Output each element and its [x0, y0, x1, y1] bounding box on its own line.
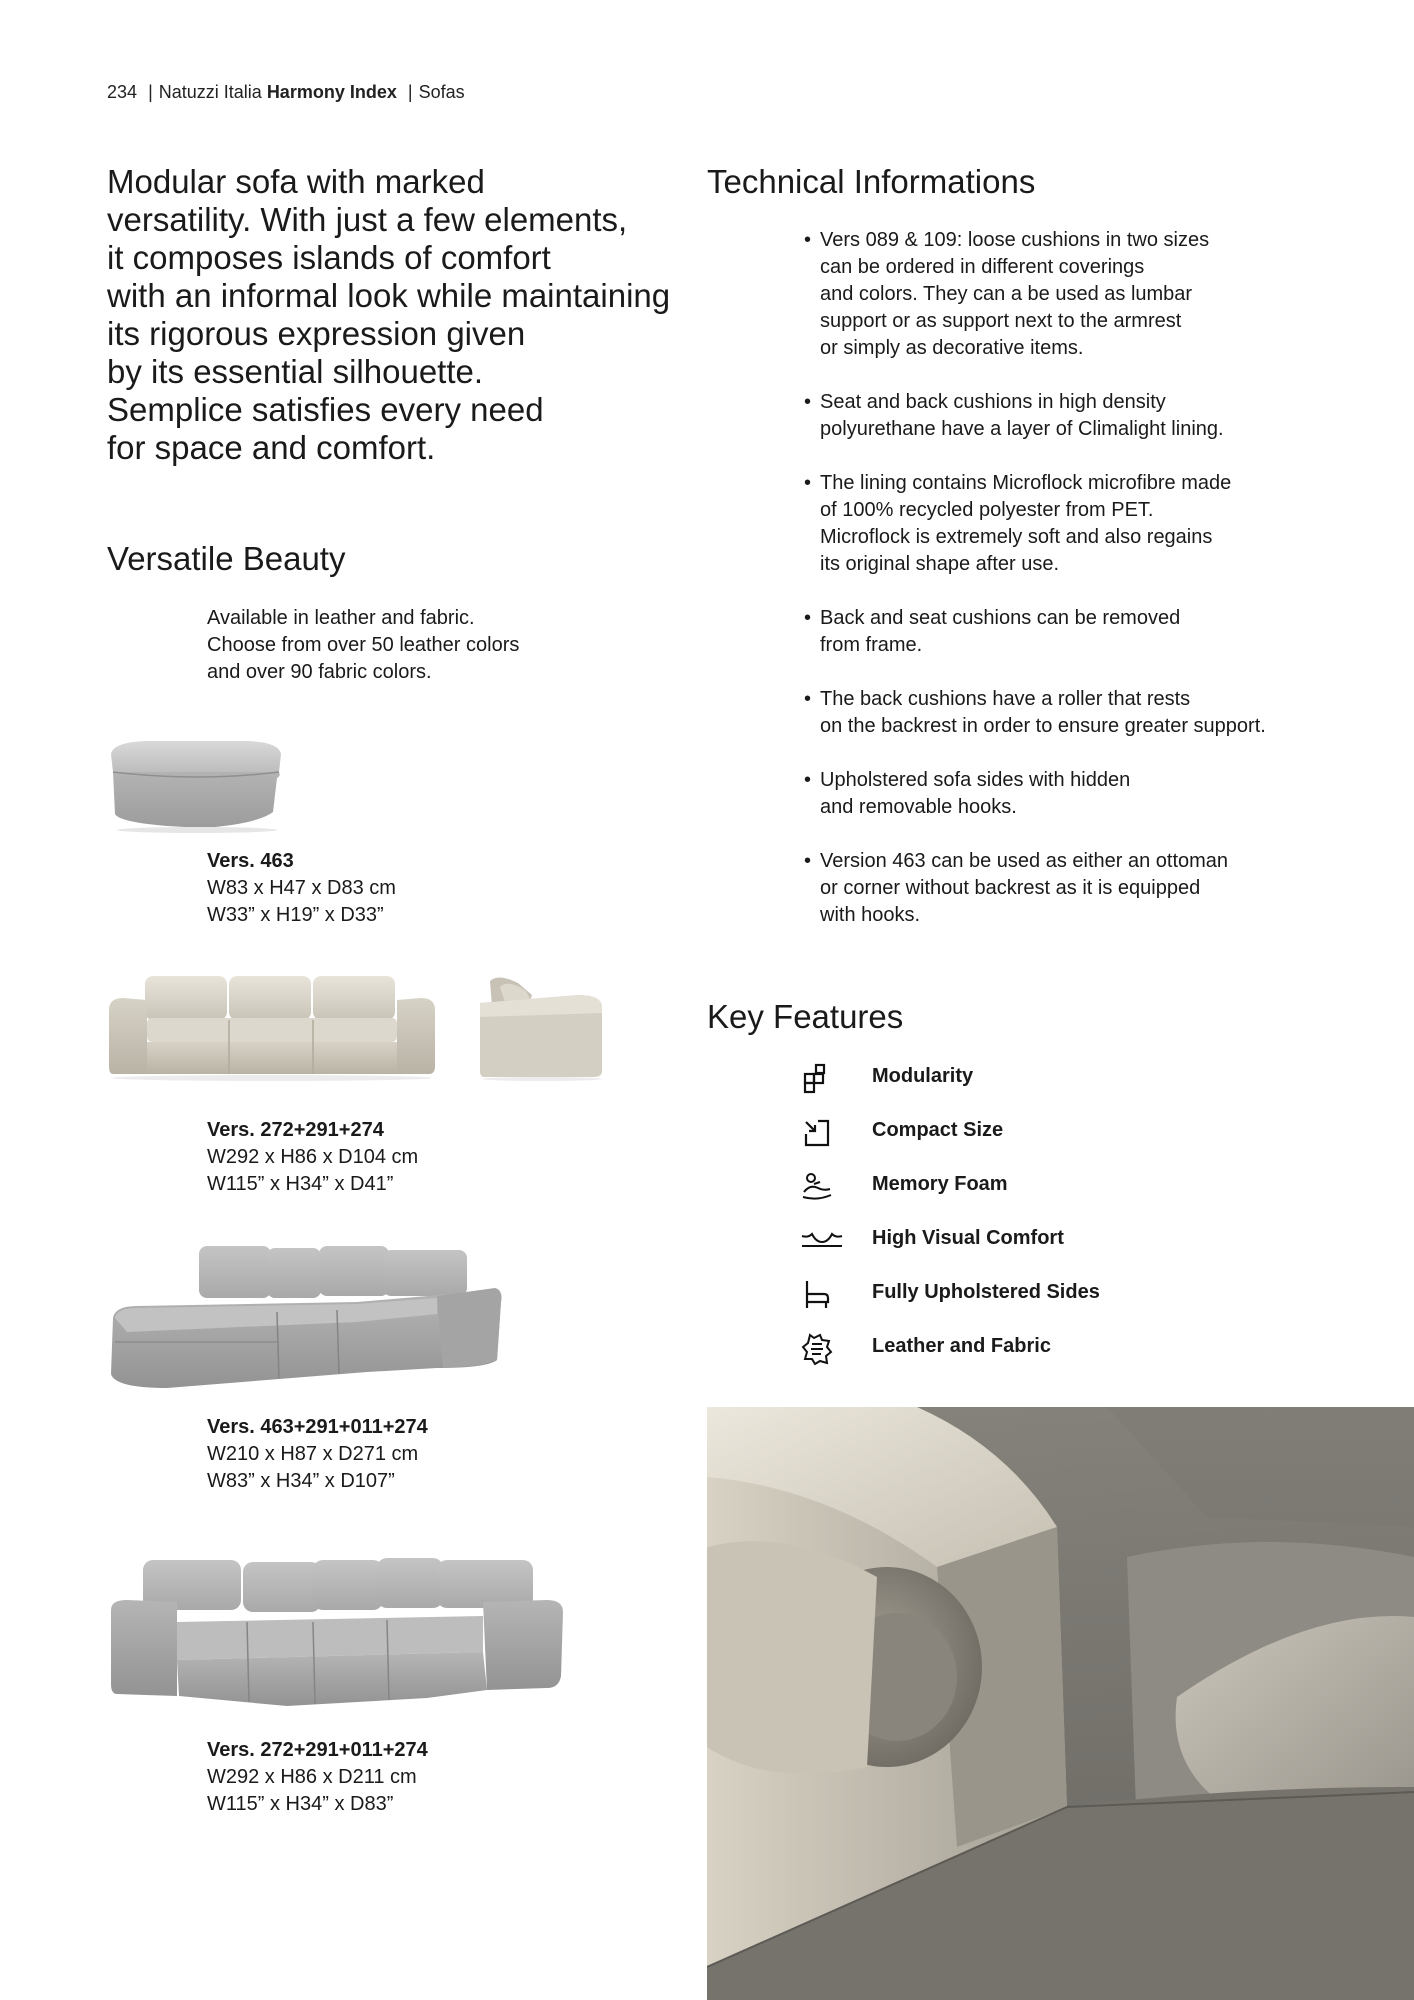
visual-comfort-icon	[800, 1224, 844, 1258]
technical-item: • Back and seat cushions can be removed from frame.	[804, 607, 1181, 656]
versatile-beauty-text: Available in leather and fabric. Choose from over 50 leather colors and over 90 fabric colors.	[207, 607, 520, 683]
technical-item: • The lining contains Microflock microfibre made of 100% recycled polyester from PET. Microflock is extremely soft and also regains its original shape after use.	[804, 472, 1232, 575]
sofa-side-image	[478, 973, 606, 1081]
upholstered-sides-icon	[800, 1278, 834, 1312]
memory-foam-icon	[800, 1170, 834, 1204]
technical-item: • Vers 089 & 109: loose cushions in two sizes can be ordered in different coverings and colors. They can a be used as lumbar support or as support next to the armrest or simply as decorative items.	[804, 229, 1210, 359]
sofa-front-image	[107, 970, 437, 1082]
versatile-beauty-title: Versatile Beauty	[107, 540, 346, 577]
leather-fabric-icon	[800, 1332, 834, 1366]
modularity-icon	[800, 1062, 834, 1096]
technical-title: Technical Informations	[707, 163, 1036, 200]
brand-name: Natuzzi Italia	[158, 82, 262, 102]
technical-item: • The back cushions have a roller that rests on the backrest in order to ensure greater support.	[804, 688, 1266, 737]
technical-list	[804, 227, 1294, 956]
category-name: Sofas	[418, 82, 465, 102]
corner-chaise-sofa-image	[107, 1242, 503, 1392]
compact-size-icon	[800, 1116, 834, 1150]
product-spec-272-291-011-274: Vers. 272+291+011+274 W292 x H86 x D211 cm W115” x H34” x D83”	[207, 1739, 428, 1815]
product-spec-463-291-011-274: Vers. 463+291+011+274 W210 x H87 x D271 cm W83” x H34” x D107”	[207, 1416, 428, 1492]
page-number: 234	[107, 82, 138, 102]
page-header: 234 | Natuzzi Italia Harmony Index | Sofas	[107, 82, 465, 102]
leather-detail-photo	[707, 1407, 1414, 2000]
technical-item: • Version 463 can be used as either an ottoman or corner without backrest as it is equipped with hooks.	[804, 850, 1229, 926]
product-spec-272-291-274: Vers. 272+291+274 W292 x H86 x D104 cm W115” x H34” x D41”	[207, 1119, 419, 1195]
technical-item: • Seat and back cushions in high density polyurethane have a layer of Climalight lining.	[804, 391, 1224, 440]
collection-name: Harmony Index	[266, 82, 397, 102]
key-features-title: Key Features	[707, 998, 904, 1035]
ottoman-image	[107, 738, 287, 834]
product-spec-463: Vers. 463 W83 x H47 x D83 cm W33” x H19” x D33”	[207, 850, 396, 926]
intro-text: Modular sofa with marked versatility. With just a few elements, it composes islands of comfort with an informal look while maintaining its rigorous expression given by its essential silhouette. Semplice satisfies every need for space and comfort.	[107, 163, 671, 466]
corner-sofa-image	[107, 1556, 567, 1710]
technical-item: • Upholstered sofa sides with hidden and removable hooks.	[804, 769, 1131, 818]
